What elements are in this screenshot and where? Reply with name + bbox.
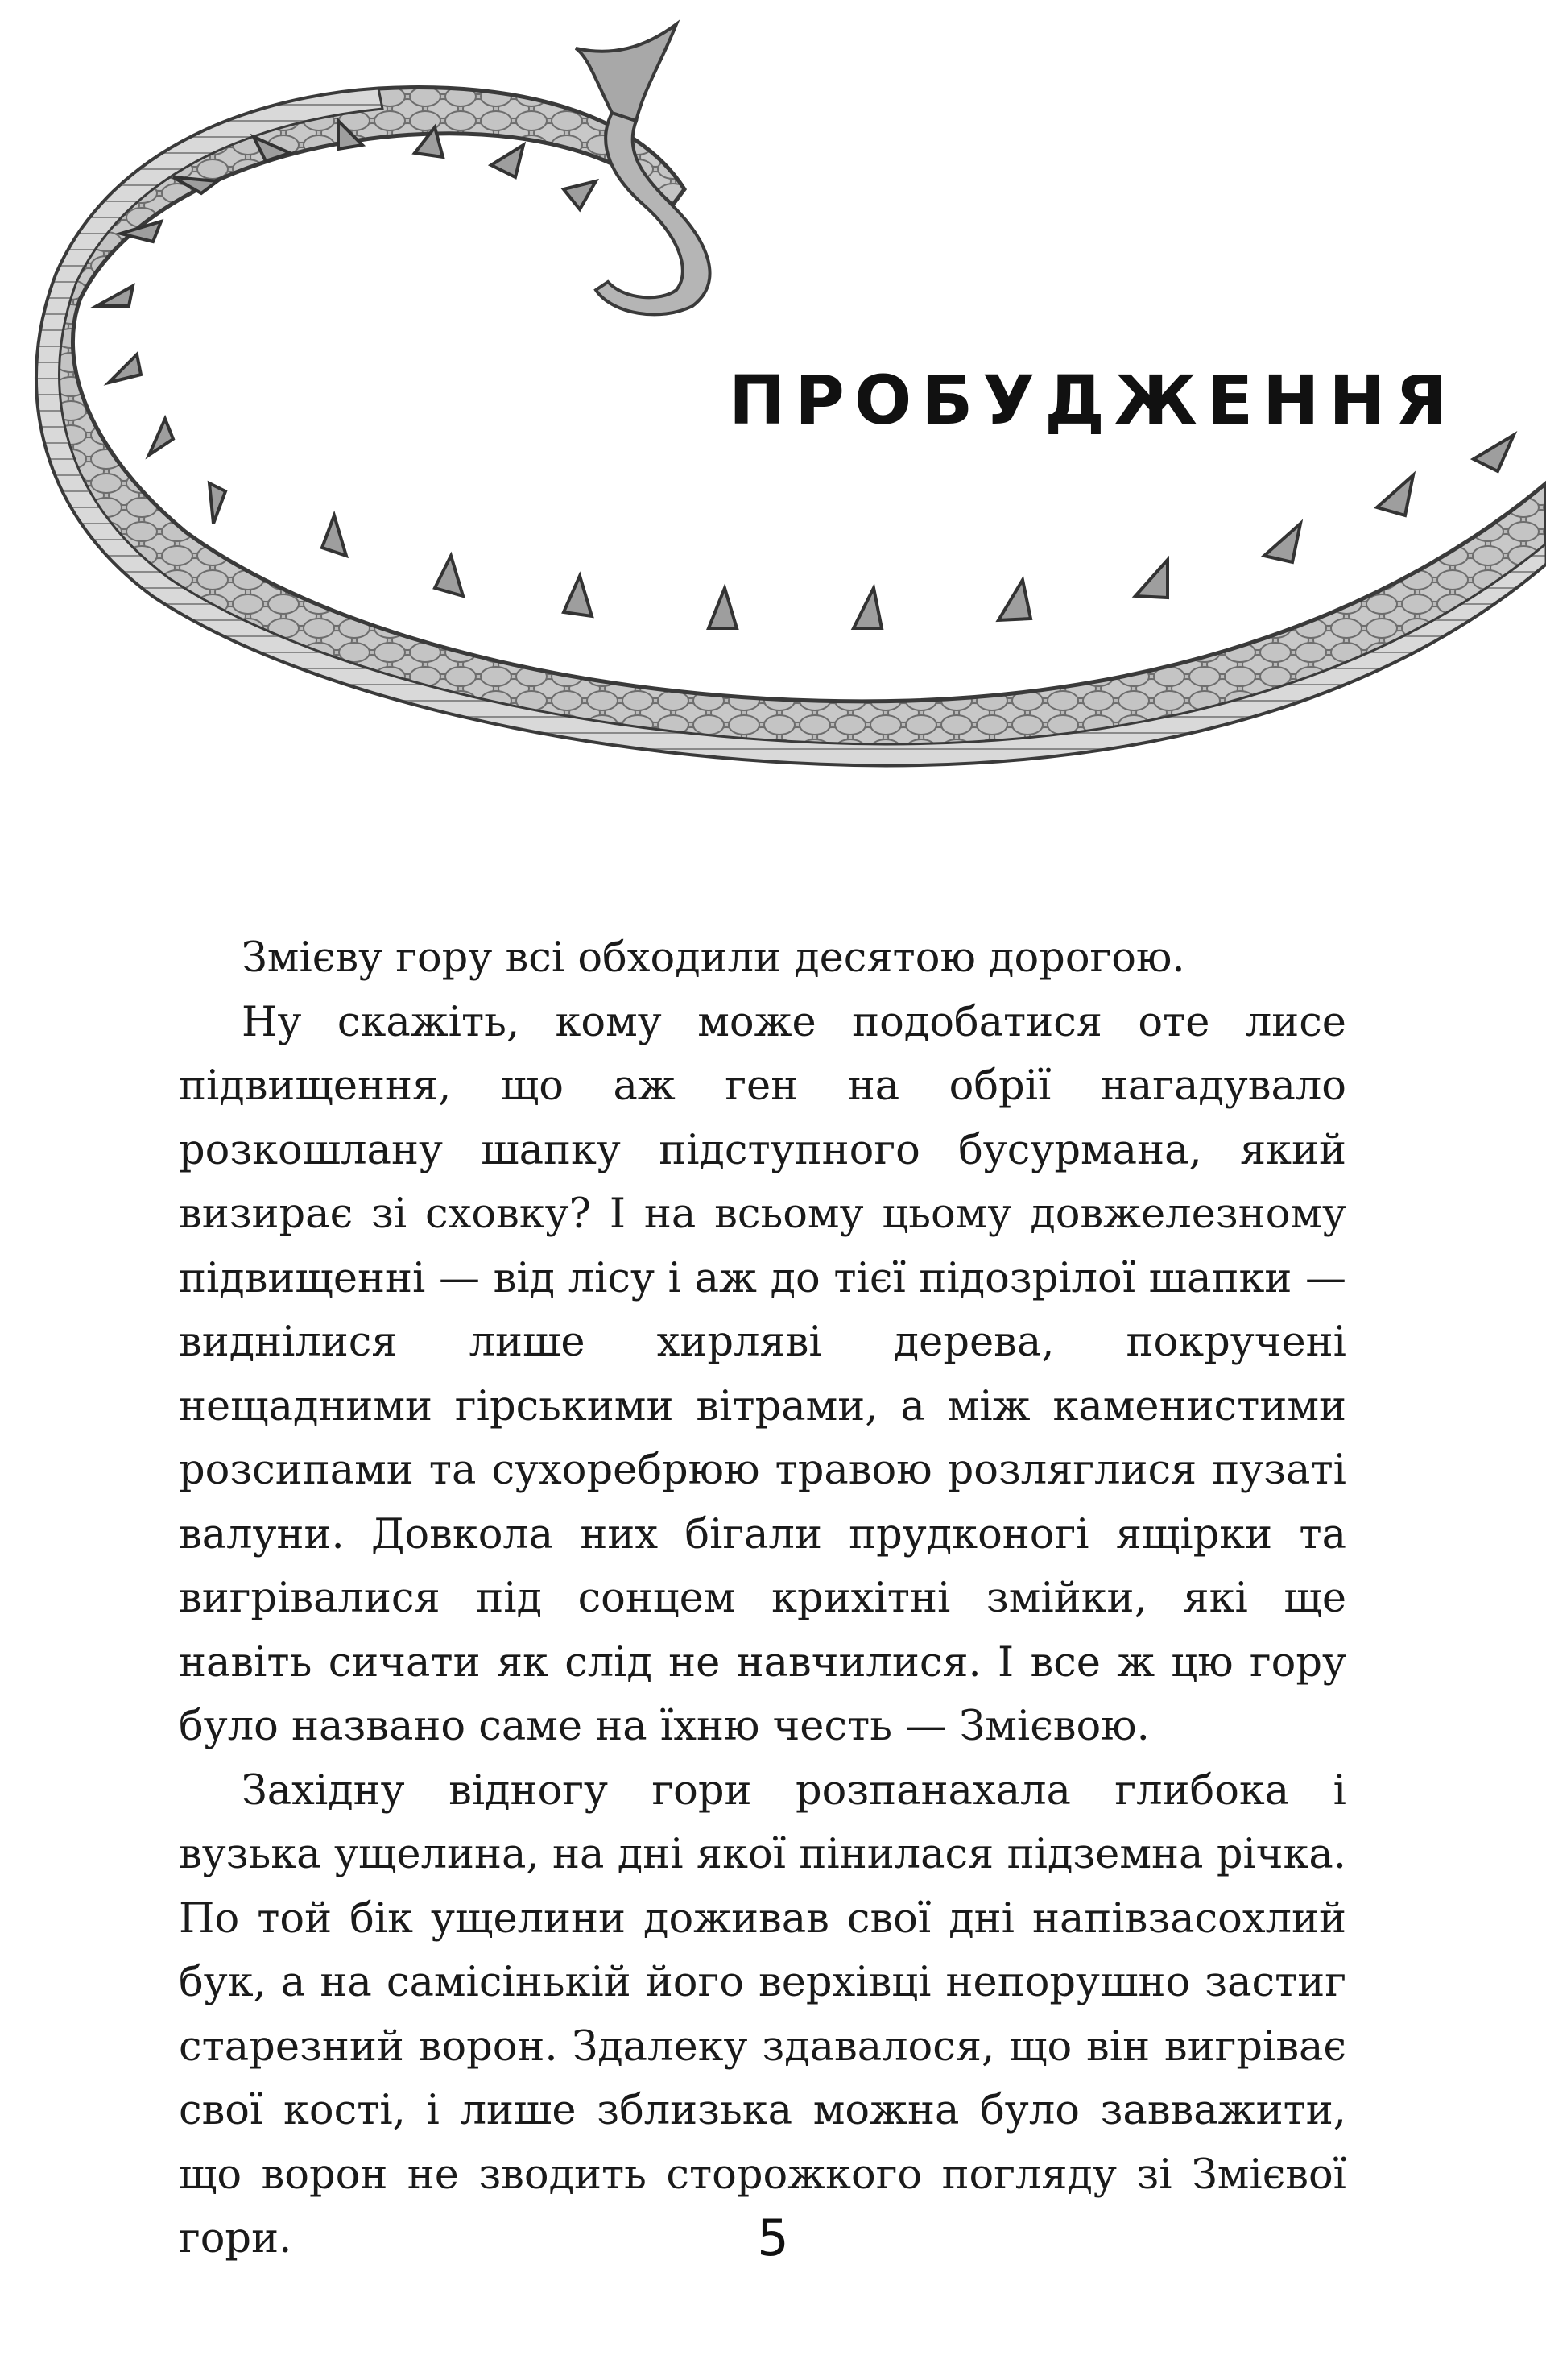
chapter-title: ПРОБУДЖЕННЯ bbox=[729, 361, 1457, 440]
paragraph-1: Змієву гору всі обходили десятою дорогою. bbox=[242, 934, 1185, 982]
paragraph-3: Західну відногу гори розпанахала глибока і вузька ущелина, на дні якої пінилася підземна річка. По той бік ущелини доживав свої дні напівзасохлий бук, а на самісінькій його верхівці непорушно застиг старезний ворон. Здалеку здавалося, що він вигріває свої кості, і лише зблизька можна було завважити, що ворон не зводить сторожкого погляду зі Змієвої гори. bbox=[179, 1766, 1346, 2262]
body-text bbox=[179, 926, 1346, 2271]
serpent-tail-fin bbox=[576, 24, 676, 121]
paragraph-2: Ну скажіть, кому може подобатися оте лисе підвищення, що аж ген на обрії нагадувало розкошлану шапку підступного бусурмана, який визирає зі сховку? І на всьому цьому довжелезному підвищенні — від лісу і аж до тієї підозрілої шапки — виднілися лише хирляві дерева, покручені нещадними гірськими вітрами, а між каменистими розсипами та сухоребрюю травою розляглися пузаті валуни. Довкола них бігали прудконогі ящірки та вигрівалися під сонцем крихітні змійки, які ще навіть сичати як слід не навчилися. І все ж цю гору було названо саме на їхню честь — Змієвою. bbox=[179, 998, 1346, 1750]
page-number: 5 bbox=[757, 2208, 789, 2267]
serpent-tail-tip bbox=[596, 113, 710, 314]
